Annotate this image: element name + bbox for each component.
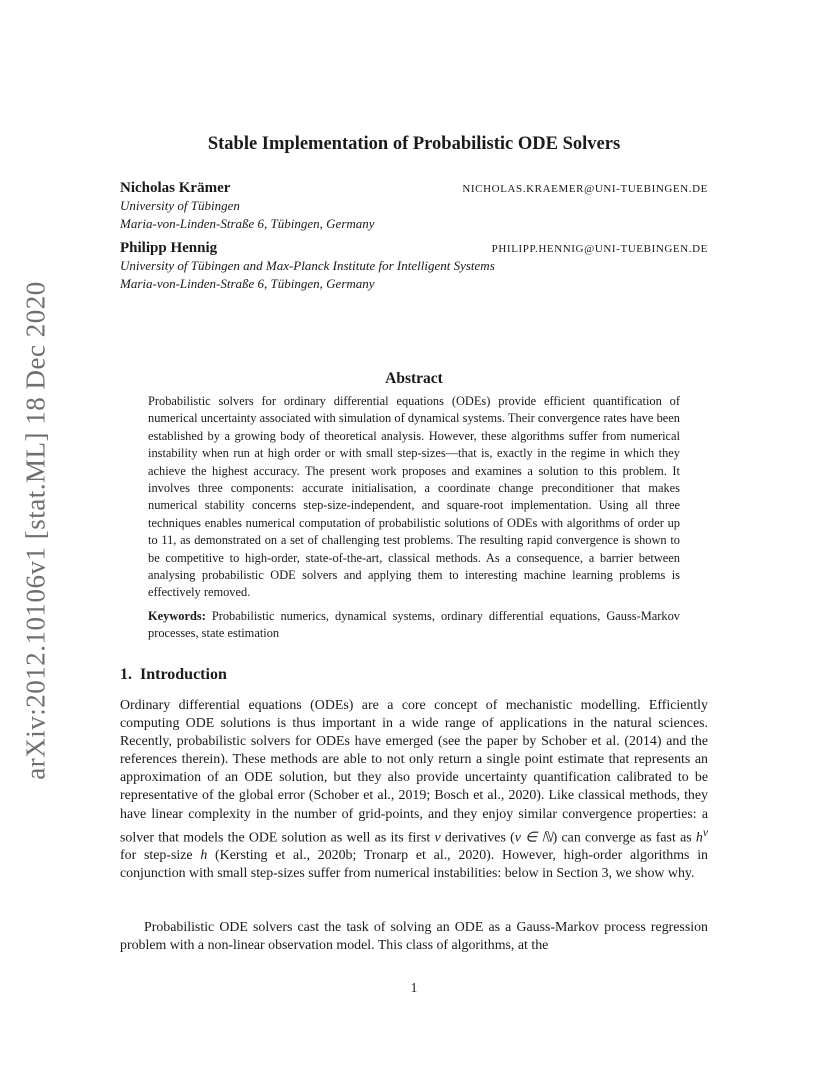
math-h: h xyxy=(695,830,703,846)
author-block xyxy=(120,240,708,293)
section-number: 1. xyxy=(120,666,132,683)
author-name: Philipp Hennig xyxy=(120,240,218,256)
math-nu-in-naturals: ν ∈ ℕ xyxy=(514,830,553,846)
author-address: Maria-von-Linden-Straße 6, Tübingen, Germany xyxy=(120,216,375,231)
author-affiliation: University of Tübingen and Max-Planck Institute for Intelligent Systems xyxy=(120,258,495,273)
author-affiliation: University of Tübingen xyxy=(120,198,240,213)
abstract-heading: Abstract xyxy=(385,370,443,387)
paragraph-text: derivatives ( xyxy=(440,830,515,846)
author-email: NICHOLAS.KRAEMER@UNI-TUEBINGEN.DE xyxy=(462,183,708,195)
arxiv-stamp-text: arXiv:2012.10106v1 [stat.ML] 18 Dec 2020 xyxy=(20,280,51,780)
author-address: Maria-von-Linden-Straße 6, Tübingen, Germany xyxy=(120,276,375,291)
page-number: 1 xyxy=(410,980,418,995)
section-heading xyxy=(120,666,227,684)
body-paragraph xyxy=(120,697,708,884)
math-h: h xyxy=(200,848,208,864)
math-nu: ν xyxy=(434,830,441,846)
keywords-label: Keywords: xyxy=(148,609,206,623)
abstract-text: Probabilistic solvers for ordinary differential equations (ODEs) provide efficient quantification of numerical uncertainty associated with simulation of dynamical systems. Their convergence rates have been established by a growing body of theoretical analysis. However, these algorithms suffer from numerical instability when run at high order or with small step-sizes—that is, exactly in the regime in which they achieve the highest accuracy. The present work proposes and examines a solution to this problem. It involves three components: accurate initialisation, a coordinate change preconditioner that makes numerical stability concerns step-size-independent, and square-root implementation. Using all three techniques enables numerical computation of probabilistic solutions of ODEs with algorithms of order up to 11, as demonstrated on a set of challenging test problems. The resulting rapid convergence is shown to be competitive to high-order, state-of-the-art, classical methods. As a consequence, a barrier between analysing probabilistic ODE solvers and applying them to interesting machine learning problems is effectively removed. xyxy=(148,394,680,600)
paragraph-text: for step-size xyxy=(120,848,201,864)
author-block xyxy=(120,180,708,233)
paragraph-text: ) can converge as fast as xyxy=(552,830,696,846)
paper-title: Stable Implementation of Probabilistic ODE Solvers xyxy=(207,134,621,154)
author-email: PHILIPP.HENNIG@UNI-TUEBINGEN.DE xyxy=(491,243,708,255)
paragraph-text: (Kersting et al., 2020b; Tronarp et al., 2020). However, high-order algorithms in conjunction with small step-sizes suffer from numerical instabilities: below in Section 3, we show why. xyxy=(120,848,708,882)
paragraph-text: Ordinary differential equations (ODEs) are a core concept of mechanistic modelling. Efficiently computing ODE solutions is thus important in a wide range of applications in the natural sciences. Recently, probabilistic solvers for ODEs have emerged (see the paper by Schober et al. (2014) and the references therein). These methods are able to not only return a single point estimate that represents an approximation of an ODE solution, but they also provide uncertainty quantification calibrated to be representative of the global error (Schober et al., 2019; Bosch et al., 2020). Like classical methods, they have linear complexity in the number of grid-points, and they enjoy similar convergence properties: a solver that models the ODE solution as well as its first xyxy=(120,698,708,846)
keywords-text: Probabilistic numerics, dynamical systems, ordinary differential equations, Gauss-Markov processes, state estimation xyxy=(148,609,680,641)
author-name: Nicholas Krämer xyxy=(120,180,231,196)
section-title: Introduction xyxy=(140,666,227,683)
math-nu-superscript: ν xyxy=(702,825,708,839)
arxiv-stamp xyxy=(8,270,64,790)
body-paragraph: Probabilistic ODE solvers cast the task of solving an ODE as a Gauss-Markov process regression problem with a non-linear observation model. This class of algorithms, at the xyxy=(120,920,708,954)
keywords xyxy=(148,608,680,643)
